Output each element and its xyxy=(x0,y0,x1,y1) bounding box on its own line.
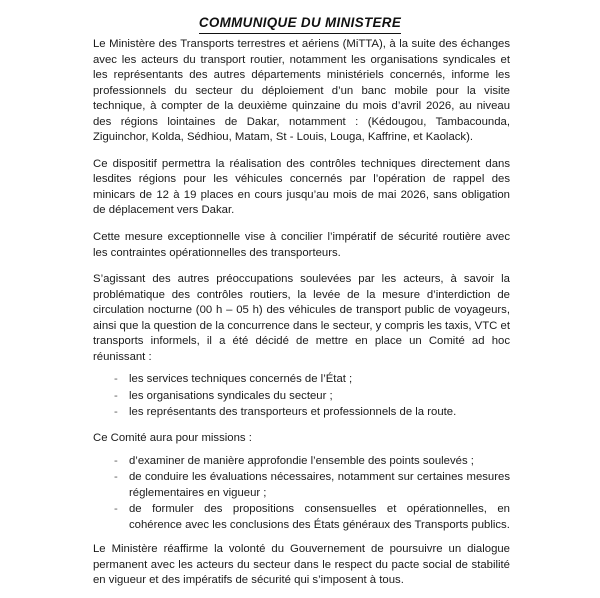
paragraph-exceptional-measure: Cette mesure exceptionnelle vise à concilier l’impératif de sécurité routière avec les contraintes opérationnelles des transporteurs. xyxy=(93,231,510,259)
list-item xyxy=(93,502,510,533)
paragraph-closing-commitment: Le Ministère réaffirme la volonté du Gouvernement de poursuivre un dialogue permanent avec les acteurs du secteur dans le respect du pacte social de stabilité en vigueur et des impératifs de sécurité qui s’imposent à tous. xyxy=(93,543,510,587)
paragraph-missions-lead: Ce Comité aura pour missions : xyxy=(93,432,252,445)
dash-bullet-icon: - xyxy=(114,503,118,516)
list-item-label: les services techniques concernés de l’État ; xyxy=(129,373,353,386)
list-item-label: de formuler des propositions consensuelles et opérationnelles, en cohérence avec les conclusions des États généraux des Transports publics. xyxy=(129,503,510,531)
list-item xyxy=(93,405,510,421)
committee-members-list xyxy=(93,372,510,421)
committee-missions-list xyxy=(93,454,510,534)
list-item xyxy=(93,470,510,501)
list-item xyxy=(93,454,510,470)
dash-bullet-icon: - xyxy=(114,471,118,484)
list-item-label: d’examiner de manière approfondie l’ensemble des points soulevés ; xyxy=(129,454,474,467)
paragraph-deployment-scope: Ce dispositif permettra la réalisation des contrôles techniques directement dans lesdites régions pour les véhicules concernés par l’opération de rappel des minicars de 12 à 19 places en cours jusqu’au mois de mai 2026, sans obligation de déplacement vers Dakar. xyxy=(93,157,510,217)
list-item xyxy=(93,389,510,405)
dash-bullet-icon: - xyxy=(114,373,118,386)
paragraph-announcement: Le Ministère des Transports terrestres et aériens (MiTTA), à la suite des échanges avec les acteurs du transport routier, notamment les organisations syndicales et les représentants des autres départements ministériels concernés, informe les professionnels du secteur du déploiement d’un banc mobile pour la visite technique, à compter de la deuxième quinzaine du mois d’avril 2026, au niveau des régions lointaines de Dakar, notamment : (Kédougou, Tambacounda, Ziguinchor, Kolda, Sédhiou, Matam, St - Louis, Louga, Kaffrine, et Kaolack). xyxy=(93,38,510,144)
document-body xyxy=(93,37,510,598)
list-item-label: de conduire les évaluations nécessaires, notamment sur certaines mesures réglementaires en vigueur ; xyxy=(129,471,510,499)
paragraph-committee-creation: S’agissant des autres préoccupations soulevées par les acteurs, à savoir la problématique des contrôles routiers, la levée de la mesure d’interdiction de circulation nocturne (00 h – 05 h) des véhicules de transport public de voyageurs, ainsi que la question de la concurrence dans le secteur, y compris les taxis, VTC et transports informels, il a été décidé de mettre en place un Comité ad hoc réunissant : xyxy=(93,273,510,363)
list-item-label: les organisations syndicales du secteur ; xyxy=(129,389,333,402)
dash-bullet-icon: - xyxy=(114,454,118,467)
page-title: COMMUNIQUE DU MINISTERE xyxy=(199,15,401,34)
dash-bullet-icon: - xyxy=(114,389,118,402)
dash-bullet-icon: - xyxy=(114,406,118,419)
list-item xyxy=(93,372,510,388)
list-item-label: les représentants des transporteurs et professionnels de la route. xyxy=(129,406,457,419)
